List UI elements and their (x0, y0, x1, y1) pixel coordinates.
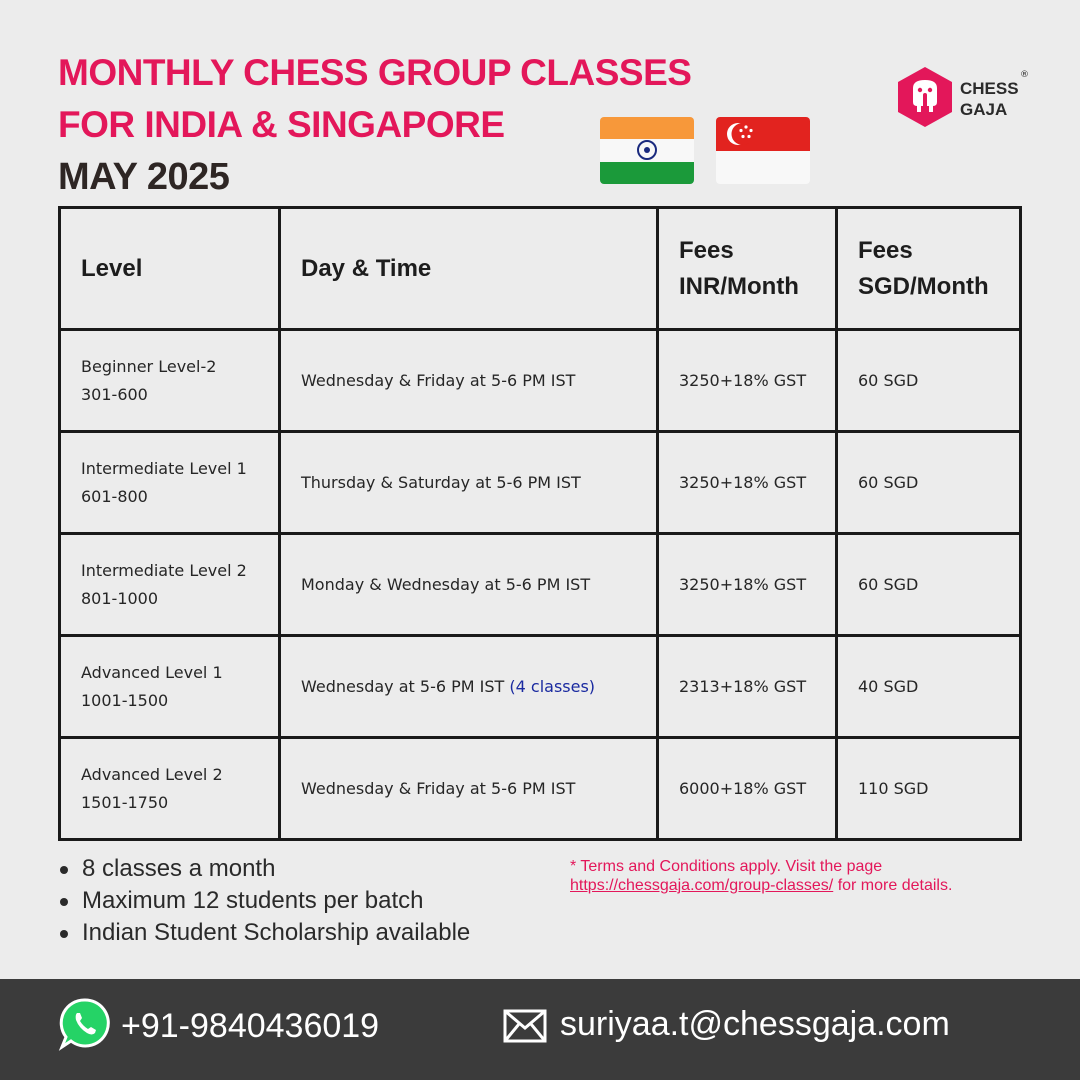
list-item: Indian Student Scholarship available (60, 917, 470, 949)
list-item: Maximum 12 students per batch (60, 885, 470, 917)
fee-inr-cell: 3250+18% GST (658, 330, 837, 432)
level-cell: Intermediate Level 2 801-1000 (60, 534, 280, 636)
table-row (60, 636, 1021, 738)
level-cell: Advanced Level 2 1501-1750 (60, 738, 280, 840)
schedule-cell: Wednesday at 5-6 PM IST (4 classes) (280, 636, 658, 738)
registered-mark: ® (1020, 70, 1029, 80)
chessgaja-logo-icon (896, 66, 954, 128)
page-title-line1: MONTHLY CHESS GROUP CLASSES (58, 52, 692, 93)
fee-inr-cell: 2313+18% GST (658, 636, 837, 738)
fee-inr-cell: 3250+18% GST (658, 432, 837, 534)
class-schedule-table (58, 206, 1022, 841)
level-cell: Advanced Level 1 1001-1500 (60, 636, 280, 738)
table-row (60, 534, 1021, 636)
fee-sgd-cell: 60 SGD (837, 534, 1021, 636)
india-flag-icon (600, 117, 694, 184)
level-cell: Beginner Level-2 301-600 (60, 330, 280, 432)
singapore-flag-icon (716, 117, 810, 184)
schedule-cell: Thursday & Saturday at 5-6 PM IST (280, 432, 658, 534)
feature-list (60, 853, 470, 949)
table-row (60, 738, 1021, 840)
header-level: Level (60, 208, 280, 330)
header-day-time: Day & Time (280, 208, 658, 330)
phone-number[interactable]: +91-9840436019 (121, 1007, 380, 1045)
schedule-cell: Wednesday & Friday at 5-6 PM IST (280, 738, 658, 840)
schedule-cell: Monday & Wednesday at 5-6 PM IST (280, 534, 658, 636)
page-title-line2: FOR INDIA & SINGAPORE (58, 104, 505, 145)
class-count-note: (4 classes) (509, 676, 596, 696)
fee-inr-cell: 3250+18% GST (658, 534, 837, 636)
table-row (60, 330, 1021, 432)
header-fees-sgd: Fees SGD/Month (837, 208, 1021, 330)
chessgaja-logo (896, 66, 1036, 128)
fee-sgd-cell: 40 SGD (837, 636, 1021, 738)
fee-sgd-cell: 60 SGD (837, 432, 1021, 534)
table-row (60, 432, 1021, 534)
table-header-row (60, 208, 1021, 330)
level-cell: Intermediate Level 1 601-800 (60, 432, 280, 534)
fee-sgd-cell: 110 SGD (837, 738, 1021, 840)
group-classes-link[interactable]: https://chessgaja.com/group-classes/ (570, 877, 834, 894)
page-subtitle-month: MAY 2025 (58, 156, 230, 198)
header-fees-inr: Fees INR/Month (658, 208, 837, 330)
mail-icon (503, 1009, 547, 1043)
schedule-cell: Wednesday & Friday at 5-6 PM IST (280, 330, 658, 432)
fee-inr-cell: 6000+18% GST (658, 738, 837, 840)
email-address[interactable]: suriyaa.t@chessgaja.com (560, 1005, 950, 1043)
list-item: 8 classes a month (60, 853, 470, 885)
logo-wordmark: CHESS GAJA (960, 79, 1019, 119)
contact-footer (0, 979, 1080, 1080)
whatsapp-icon (58, 997, 112, 1051)
terms-note: * Terms and Conditions apply. Visit the page https://chessgaja.com/group-classes/ for more details. (570, 858, 953, 894)
fee-sgd-cell: 60 SGD (837, 330, 1021, 432)
